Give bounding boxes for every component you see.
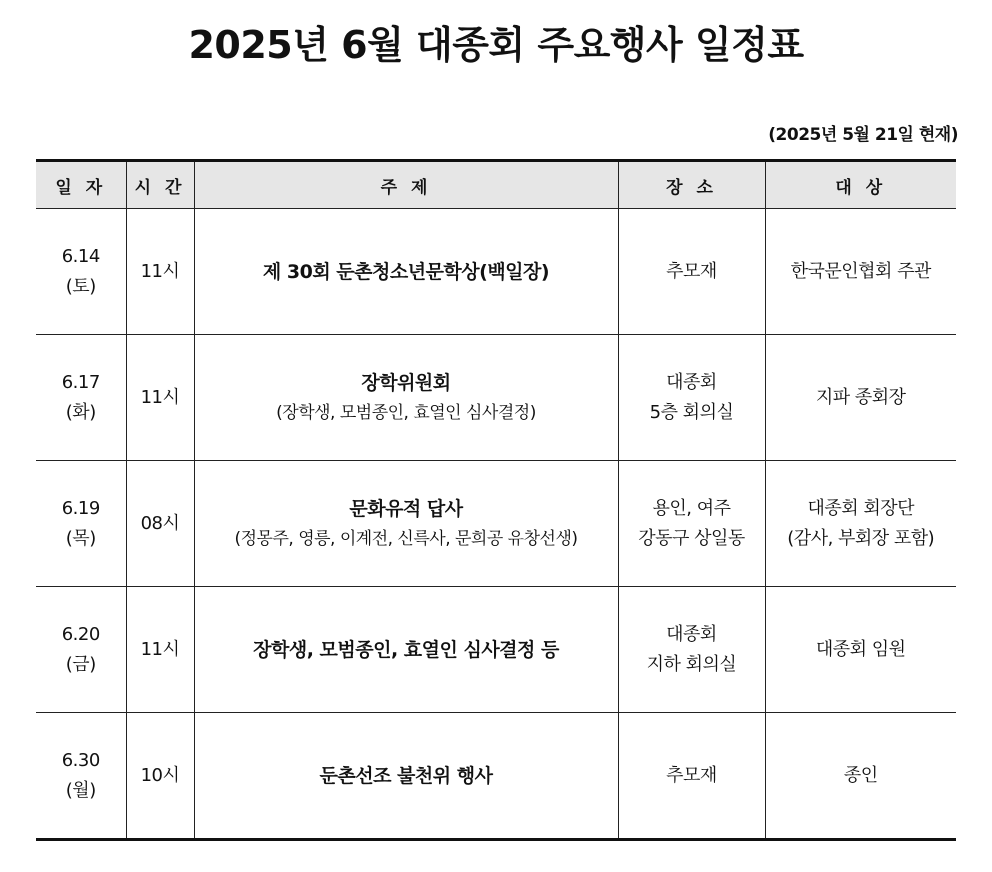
date-cell	[36, 461, 126, 587]
time-cell: 08시	[126, 461, 194, 587]
topic-sub: (정몽주, 영릉, 이계전, 신륵사, 문희공 유창선생)	[234, 528, 578, 549]
time-cell: 11시	[126, 587, 194, 713]
place-cell	[618, 209, 765, 335]
day-of-week: (월)	[65, 779, 96, 801]
place-line: 용인, 여주	[652, 497, 731, 519]
table-row	[36, 335, 956, 461]
target-line: 대종회 임원	[815, 638, 906, 660]
date-value: 6.14	[61, 245, 100, 267]
place-line: 5층 회의실	[649, 401, 734, 423]
target-line: 대종회 회장단	[807, 497, 915, 519]
date-value: 6.20	[61, 623, 100, 645]
topic-main: 둔촌선조 불천위 행사	[319, 764, 493, 787]
header-date: 일 자	[36, 161, 126, 209]
date-value: 6.30	[61, 749, 100, 771]
place-cell	[618, 713, 765, 840]
place-line: 추모재	[666, 260, 717, 282]
place-line: 대종회	[666, 623, 717, 645]
date-value: 6.17	[61, 371, 100, 393]
place-line: 추모재	[666, 764, 717, 786]
time-cell: 11시	[126, 335, 194, 461]
target-line: (감사, 부회장 포함)	[787, 527, 935, 549]
time-cell: 10시	[126, 713, 194, 840]
place-cell	[618, 587, 765, 713]
date-cell	[36, 209, 126, 335]
schedule-table	[36, 159, 956, 841]
table-row	[36, 587, 956, 713]
document-title: 2025년 6월 대종회 주요행사 일정표	[188, 23, 804, 67]
place-line: 강동구 상일동	[638, 527, 745, 549]
topic-cell	[194, 209, 618, 335]
place-line: 지하 회의실	[646, 653, 737, 675]
date-value: 6.19	[61, 497, 100, 519]
as-of-date: (2025년 5월 21일 현재)	[768, 125, 958, 145]
topic-sub: (장학생, 모범종인, 효열인 심사결정)	[276, 402, 536, 423]
table-header-row	[36, 161, 956, 209]
target-line: 종인	[843, 764, 878, 786]
header-time: 시 간	[126, 161, 194, 209]
target-line: 한국문인협회 주관	[790, 260, 931, 282]
table-row	[36, 713, 956, 840]
topic-main: 장학생, 모범종인, 효열인 심사결정 등	[253, 638, 559, 661]
time-cell: 11시	[126, 209, 194, 335]
header-place: 장 소	[618, 161, 765, 209]
header-topic: 주 제	[194, 161, 618, 209]
place-line: 대종회	[666, 371, 717, 393]
topic-cell	[194, 461, 618, 587]
day-of-week: (목)	[65, 527, 96, 549]
target-cell	[765, 461, 956, 587]
topic-main: 문화유적 답사	[349, 497, 463, 520]
target-cell	[765, 587, 956, 713]
topic-cell	[194, 713, 618, 840]
place-cell	[618, 461, 765, 587]
date-cell	[36, 335, 126, 461]
target-cell	[765, 335, 956, 461]
target-cell	[765, 209, 956, 335]
target-cell	[765, 713, 956, 840]
topic-cell	[194, 587, 618, 713]
topic-main: 장학위원회	[361, 371, 451, 394]
day-of-week: (금)	[65, 653, 96, 675]
date-cell	[36, 587, 126, 713]
topic-cell	[194, 335, 618, 461]
place-cell	[618, 335, 765, 461]
day-of-week: (화)	[65, 401, 96, 423]
topic-main: 제 30회 둔촌청소년문학상(백일장)	[262, 260, 550, 283]
header-target: 대 상	[765, 161, 956, 209]
table-row	[36, 209, 956, 335]
table-row	[36, 461, 956, 587]
target-line: 지파 종회장	[815, 386, 906, 408]
day-of-week: (토)	[65, 275, 96, 297]
date-cell	[36, 713, 126, 840]
